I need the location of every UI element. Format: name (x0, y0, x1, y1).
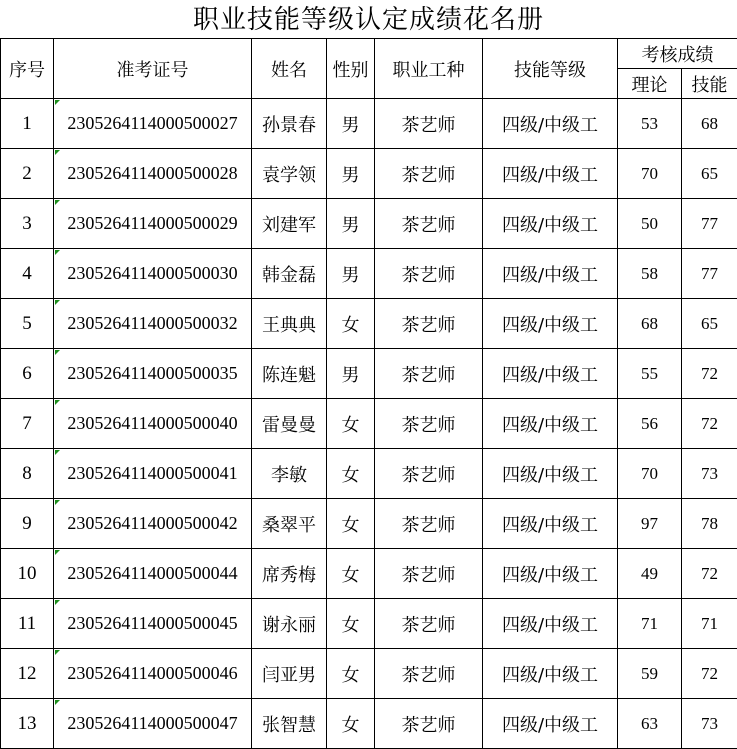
cell-name: 韩金磊 (252, 249, 327, 299)
header-seq: 序号 (1, 39, 54, 99)
cell-name: 孙景春 (252, 99, 327, 149)
cell-theory-score: 97 (618, 499, 682, 549)
cell-occupation: 茶艺师 (375, 499, 483, 549)
cell-seq: 9 (1, 499, 54, 549)
cell-occupation: 茶艺师 (375, 199, 483, 249)
score-roster-table (0, 38, 737, 749)
cell-gender: 女 (327, 649, 375, 699)
cell-exam-id: 2305264114000500047 (54, 699, 252, 749)
cell-level: 四级/中级工 (483, 249, 618, 299)
cell-level: 四级/中级工 (483, 299, 618, 349)
cell-name: 王典典 (252, 299, 327, 349)
cell-skill-score: 72 (682, 399, 737, 449)
cell-exam-id: 2305264114000500029 (54, 199, 252, 249)
cell-skill-score: 73 (682, 699, 737, 749)
cell-occupation: 茶艺师 (375, 699, 483, 749)
table-row (1, 699, 737, 749)
cell-skill-score: 65 (682, 149, 737, 199)
cell-exam-id: 2305264114000500035 (54, 349, 252, 399)
cell-seq: 13 (1, 699, 54, 749)
header-gender: 性别 (327, 39, 375, 99)
cell-occupation: 茶艺师 (375, 599, 483, 649)
cell-exam-id: 2305264114000500032 (54, 299, 252, 349)
cell-gender: 女 (327, 549, 375, 599)
cell-name: 袁学领 (252, 149, 327, 199)
cell-gender: 女 (327, 399, 375, 449)
cell-name: 桑翠平 (252, 499, 327, 549)
page-title: 职业技能等级认定成绩花名册 (192, 5, 544, 35)
cell-gender: 女 (327, 449, 375, 499)
table-row (1, 599, 737, 649)
cell-skill-score: 72 (682, 549, 737, 599)
header-skill: 技能 (682, 69, 737, 99)
cell-gender: 男 (327, 199, 375, 249)
cell-skill-score: 72 (682, 649, 737, 699)
cell-seq: 11 (1, 599, 54, 649)
roster-body (1, 99, 737, 749)
cell-name: 陈连魁 (252, 349, 327, 399)
cell-exam-id: 2305264114000500028 (54, 149, 252, 199)
cell-seq: 10 (1, 549, 54, 599)
cell-exam-id: 2305264114000500042 (54, 499, 252, 549)
table-row (1, 149, 737, 199)
cell-skill-score: 68 (682, 99, 737, 149)
cell-theory-score: 59 (618, 649, 682, 699)
cell-level: 四级/中级工 (483, 549, 618, 599)
cell-seq: 4 (1, 249, 54, 299)
cell-skill-score: 71 (682, 599, 737, 649)
cell-theory-score: 63 (618, 699, 682, 749)
cell-seq: 12 (1, 649, 54, 699)
cell-name: 李敏 (252, 449, 327, 499)
cell-occupation: 茶艺师 (375, 399, 483, 449)
cell-level: 四级/中级工 (483, 399, 618, 449)
cell-theory-score: 70 (618, 449, 682, 499)
cell-skill-score: 72 (682, 349, 737, 399)
cell-occupation: 茶艺师 (375, 249, 483, 299)
cell-theory-score: 71 (618, 599, 682, 649)
cell-theory-score: 56 (618, 399, 682, 449)
header-level: 技能等级 (483, 39, 618, 99)
cell-seq: 3 (1, 199, 54, 249)
table-row (1, 449, 737, 499)
cell-exam-id: 2305264114000500046 (54, 649, 252, 699)
table-row (1, 549, 737, 599)
cell-theory-score: 68 (618, 299, 682, 349)
cell-name: 闫亚男 (252, 649, 327, 699)
cell-gender: 女 (327, 599, 375, 649)
cell-level: 四级/中级工 (483, 199, 618, 249)
header-occupation: 职业工种 (375, 39, 483, 99)
cell-level: 四级/中级工 (483, 149, 618, 199)
cell-skill-score: 73 (682, 449, 737, 499)
cell-gender: 女 (327, 299, 375, 349)
cell-occupation: 茶艺师 (375, 449, 483, 499)
table-row (1, 349, 737, 399)
cell-level: 四级/中级工 (483, 349, 618, 399)
cell-seq: 8 (1, 449, 54, 499)
cell-gender: 男 (327, 99, 375, 149)
cell-theory-score: 58 (618, 249, 682, 299)
cell-seq: 7 (1, 399, 54, 449)
cell-skill-score: 78 (682, 499, 737, 549)
cell-level: 四级/中级工 (483, 599, 618, 649)
header-name: 姓名 (252, 39, 327, 99)
cell-gender: 男 (327, 149, 375, 199)
header-theory: 理论 (618, 69, 682, 99)
table-row (1, 99, 737, 149)
table-row (1, 649, 737, 699)
cell-theory-score: 70 (618, 149, 682, 199)
cell-level: 四级/中级工 (483, 649, 618, 699)
header-exam-id: 准考证号 (54, 39, 252, 99)
cell-level: 四级/中级工 (483, 699, 618, 749)
cell-gender: 男 (327, 349, 375, 399)
cell-gender: 女 (327, 699, 375, 749)
cell-exam-id: 2305264114000500045 (54, 599, 252, 649)
cell-theory-score: 49 (618, 549, 682, 599)
cell-occupation: 茶艺师 (375, 549, 483, 599)
cell-level: 四级/中级工 (483, 99, 618, 149)
cell-occupation: 茶艺师 (375, 149, 483, 199)
cell-theory-score: 53 (618, 99, 682, 149)
cell-name: 刘建军 (252, 199, 327, 249)
table-row (1, 299, 737, 349)
cell-seq: 5 (1, 299, 54, 349)
cell-seq: 2 (1, 149, 54, 199)
header-row-top (1, 39, 737, 69)
cell-name: 雷曼曼 (252, 399, 327, 449)
cell-occupation: 茶艺师 (375, 99, 483, 149)
cell-level: 四级/中级工 (483, 449, 618, 499)
cell-theory-score: 55 (618, 349, 682, 399)
cell-gender: 男 (327, 249, 375, 299)
table-row (1, 249, 737, 299)
cell-name: 张智慧 (252, 699, 327, 749)
cell-exam-id: 2305264114000500040 (54, 399, 252, 449)
cell-theory-score: 50 (618, 199, 682, 249)
cell-seq: 6 (1, 349, 54, 399)
cell-occupation: 茶艺师 (375, 349, 483, 399)
cell-gender: 女 (327, 499, 375, 549)
cell-level: 四级/中级工 (483, 499, 618, 549)
cell-skill-score: 65 (682, 299, 737, 349)
cell-skill-score: 77 (682, 249, 737, 299)
cell-exam-id: 2305264114000500027 (54, 99, 252, 149)
cell-occupation: 茶艺师 (375, 649, 483, 699)
table-row (1, 199, 737, 249)
cell-name: 谢永丽 (252, 599, 327, 649)
cell-skill-score: 77 (682, 199, 737, 249)
cell-occupation: 茶艺师 (375, 299, 483, 349)
table-row (1, 499, 737, 549)
cell-exam-id: 2305264114000500044 (54, 549, 252, 599)
cell-name: 席秀梅 (252, 549, 327, 599)
table-row (1, 399, 737, 449)
header-score-group: 考核成绩 (618, 39, 737, 69)
cell-seq: 1 (1, 99, 54, 149)
cell-exam-id: 2305264114000500041 (54, 449, 252, 499)
cell-exam-id: 2305264114000500030 (54, 249, 252, 299)
